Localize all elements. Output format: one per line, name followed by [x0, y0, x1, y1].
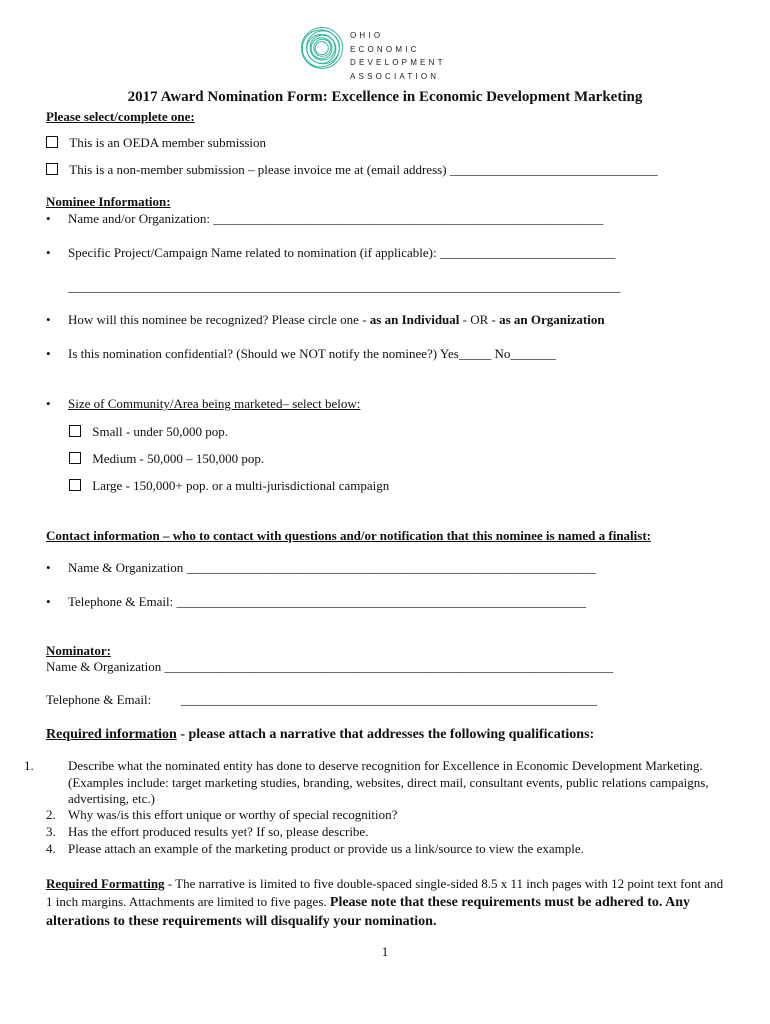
required-item-4 [46, 841, 726, 858]
required-info-rest: - please attach a narrative that addresses the following qualifications: [176, 727, 595, 742]
required-item-3 [46, 824, 716, 841]
recognition-prefix: How will this nominee be recognized? Please circle one - [68, 312, 370, 327]
bullet-icon: • [46, 346, 51, 361]
nonmember-checkbox[interactable] [46, 163, 58, 175]
required-item-2 [46, 807, 716, 824]
required-info-heading [46, 726, 594, 743]
bullet-icon: • [46, 560, 51, 575]
recognition-option-organization[interactable]: as an Organization [499, 312, 605, 327]
required-item-number: 3. [46, 824, 56, 839]
logo-wordmark [350, 29, 446, 83]
nominator-heading: Nominator: [46, 643, 111, 658]
size-large-checkbox[interactable] [69, 479, 81, 491]
formatting-label: Required Formatting [46, 876, 165, 891]
bullet-icon: • [46, 396, 51, 411]
required-item-number: 1. [24, 758, 34, 773]
contact-heading: Contact information – who to contact with questions and/or notification that this nominee is named a finalist: [46, 528, 652, 543]
required-info-label: Required information [46, 727, 177, 742]
member-checkbox[interactable] [46, 136, 58, 148]
recognition-option-individual[interactable]: as an Individual [369, 312, 460, 327]
formatting-paragraph [46, 875, 726, 931]
size-large-row [69, 478, 389, 494]
oeda-logo-icon [300, 26, 344, 70]
formatting-warning: Please note that these requirements must be adhered to. Any alterations to these requirements will disqualify your nomination. [46, 895, 690, 929]
size-medium-label: Medium - 50,000 – 150,000 pop. [92, 451, 265, 466]
recognition-question [68, 312, 605, 328]
contact-phone-field[interactable]: Telephone & Email: _______________________________________________________________ [68, 594, 586, 609]
required-item-text: Has the effort produced results yet? If so, please describe. [68, 824, 369, 839]
nominee-heading: Nominee Information: [46, 194, 171, 209]
size-large-label: Large - 150,000+ pop. or a multi-jurisdictional campaign [92, 478, 390, 493]
required-item-text: Why was/is this effort unique or worthy of special recognition? [68, 807, 398, 822]
nominator-phone-field[interactable]: ________________________________________________________________ [181, 692, 597, 707]
project-name-field[interactable]: Specific Project/Campaign Name related to nomination (if applicable): ___________________________ [68, 245, 616, 260]
size-medium-checkbox[interactable] [69, 452, 81, 464]
bullet-icon: • [46, 211, 51, 226]
nonmember-option-row [46, 162, 658, 178]
member-option-label: This is an OEDA member submission [69, 135, 267, 150]
select-heading: Please select/complete one: [46, 109, 195, 124]
size-small-row [69, 424, 228, 440]
size-small-checkbox[interactable] [69, 425, 81, 437]
recognition-or: - OR - [459, 312, 500, 327]
logo-line-4: ASSOCIATION [350, 71, 440, 81]
required-item-text: Please attach an example of the marketing product or provide us a link/source to view the example. [68, 841, 584, 856]
size-medium-row [69, 451, 264, 467]
nominee-name-field[interactable]: Name and/or Organization: ____________________________________________________________ [68, 211, 604, 226]
form-title: 2017 Award Nomination Form: Excellence in Economic Development Marketing [127, 89, 643, 105]
community-size-heading: Size of Community/Area being marketed– select below: [68, 396, 361, 411]
contact-name-field[interactable]: Name & Organization _______________________________________________________________ [68, 560, 597, 575]
nonmember-option-label[interactable]: This is a non-member submission – please invoice me at (email address) ________________________________ [69, 162, 658, 177]
confidential-question[interactable]: Is this nomination confidential? (Should we NOT notify the nominee?) Yes_____ No_______ [68, 346, 556, 361]
member-option-row [46, 135, 266, 151]
logo-line-2: ECONOMIC [350, 44, 420, 54]
bullet-icon: • [46, 245, 51, 260]
nominator-name-field[interactable]: Name & Organization _____________________________________________________________________ [46, 659, 614, 674]
formatting-text: - The narrative is limited to five double-spaced single-sided 8.5 x 11 inch pages with 12 point text font and 1 inch margins. Attachments are limited to five pages. [46, 876, 724, 909]
bullet-icon: • [46, 312, 51, 327]
nominator-phone-label: Telephone & Email: [46, 692, 152, 707]
size-small-label: Small - under 50,000 pop. [92, 424, 229, 439]
required-item-text: Describe what the nominated entity has done to deserve recognition for Excellence in Economic Development Marketing. (Examples include: target marketing studies, branding, websites, direct mail, consultant events, public relations campaigns, advertising, etc.) [68, 758, 709, 806]
required-item-number: 2. [46, 807, 56, 822]
page-number: 1 [381, 944, 389, 959]
required-item-number: 4. [46, 841, 56, 856]
project-name-continuation[interactable]: _____________________________________________________________________________________ [68, 279, 621, 294]
required-item-1 [24, 758, 738, 808]
bullet-icon: • [46, 594, 51, 609]
logo-line-1: OHIO [350, 31, 384, 40]
logo-line-3: DEVELOPMENT [350, 58, 446, 67]
